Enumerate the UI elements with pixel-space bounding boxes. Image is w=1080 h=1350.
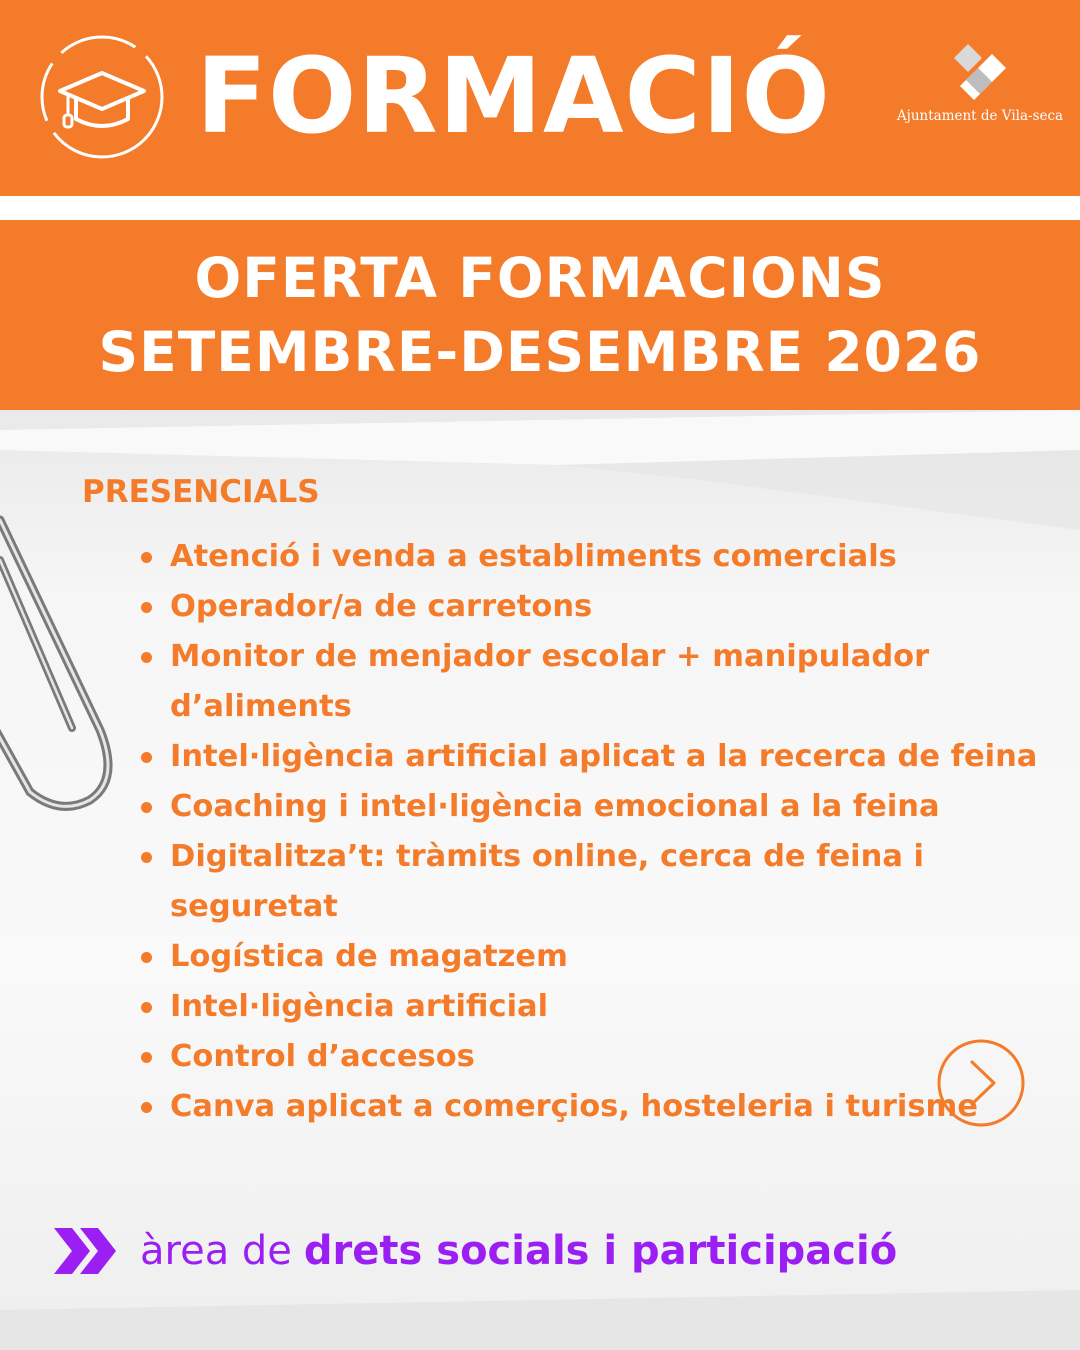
footer-prefix: àrea de [140, 1228, 292, 1274]
list-item [138, 1032, 1058, 1082]
footer-department: drets socials i participació [303, 1228, 898, 1274]
bullet-icon [141, 952, 152, 963]
list-item [138, 632, 1058, 732]
course-label: Atenció i venda a establiments comercials [170, 539, 897, 574]
bullet-icon [141, 552, 152, 563]
logo-text: Ajuntament de Vila-seca [896, 108, 1064, 124]
course-label: Control d’accesos [170, 1039, 475, 1074]
bullet-icon [141, 1102, 152, 1113]
subtitle-band [0, 220, 1080, 410]
ajuntament-logo [888, 44, 1072, 144]
paperclip-icon [0, 500, 130, 820]
bullet-icon [141, 1052, 152, 1063]
bullet-icon [141, 1002, 152, 1013]
list-item [138, 532, 1058, 582]
page-title: FORMACIÓ [196, 35, 831, 157]
next-slide-button[interactable] [936, 1038, 1026, 1128]
list-item [138, 582, 1058, 632]
list-item [138, 782, 1058, 832]
header-bar [0, 0, 1080, 196]
graduation-cap-icon [38, 33, 166, 161]
course-label: Digitalitza’t: tràmits online, cerca de feina i seguretat [170, 839, 924, 924]
bullet-icon [141, 602, 152, 613]
subtitle-line-2: SETEMBRE-DESEMBRE 2026 [98, 320, 982, 384]
vila-seca-diamond-logo [952, 44, 1008, 106]
bullet-icon [141, 652, 152, 663]
course-label: Monitor de menjador escolar + manipulador d’aliments [170, 639, 930, 724]
subtitle-line-1: OFERTA FORMACIONS [194, 246, 886, 310]
header-divider [0, 196, 1080, 220]
bullet-icon [141, 852, 152, 863]
course-label: Operador/a de carretons [170, 589, 593, 624]
course-label: Canva aplicat a comerçios, hosteleria i turisme [170, 1089, 978, 1124]
footer-area [54, 1218, 897, 1284]
course-label: Intel·ligència artificial [170, 989, 549, 1024]
section-heading: PRESENCIALS [82, 474, 320, 510]
bullet-icon [141, 802, 152, 813]
course-label: Logística de magatzem [170, 939, 568, 974]
list-item [138, 932, 1058, 982]
list-item [138, 982, 1058, 1032]
bullet-icon [141, 752, 152, 763]
list-item [138, 1082, 1058, 1132]
list-item [138, 832, 1058, 932]
course-label: Intel·ligència artificial aplicat a la recerca de feina [170, 739, 1038, 774]
course-list [138, 532, 1058, 1132]
double-chevron-right-icon [54, 1228, 118, 1274]
list-item [138, 732, 1058, 782]
course-label: Coaching i intel·ligència emocional a la feina [170, 789, 940, 824]
